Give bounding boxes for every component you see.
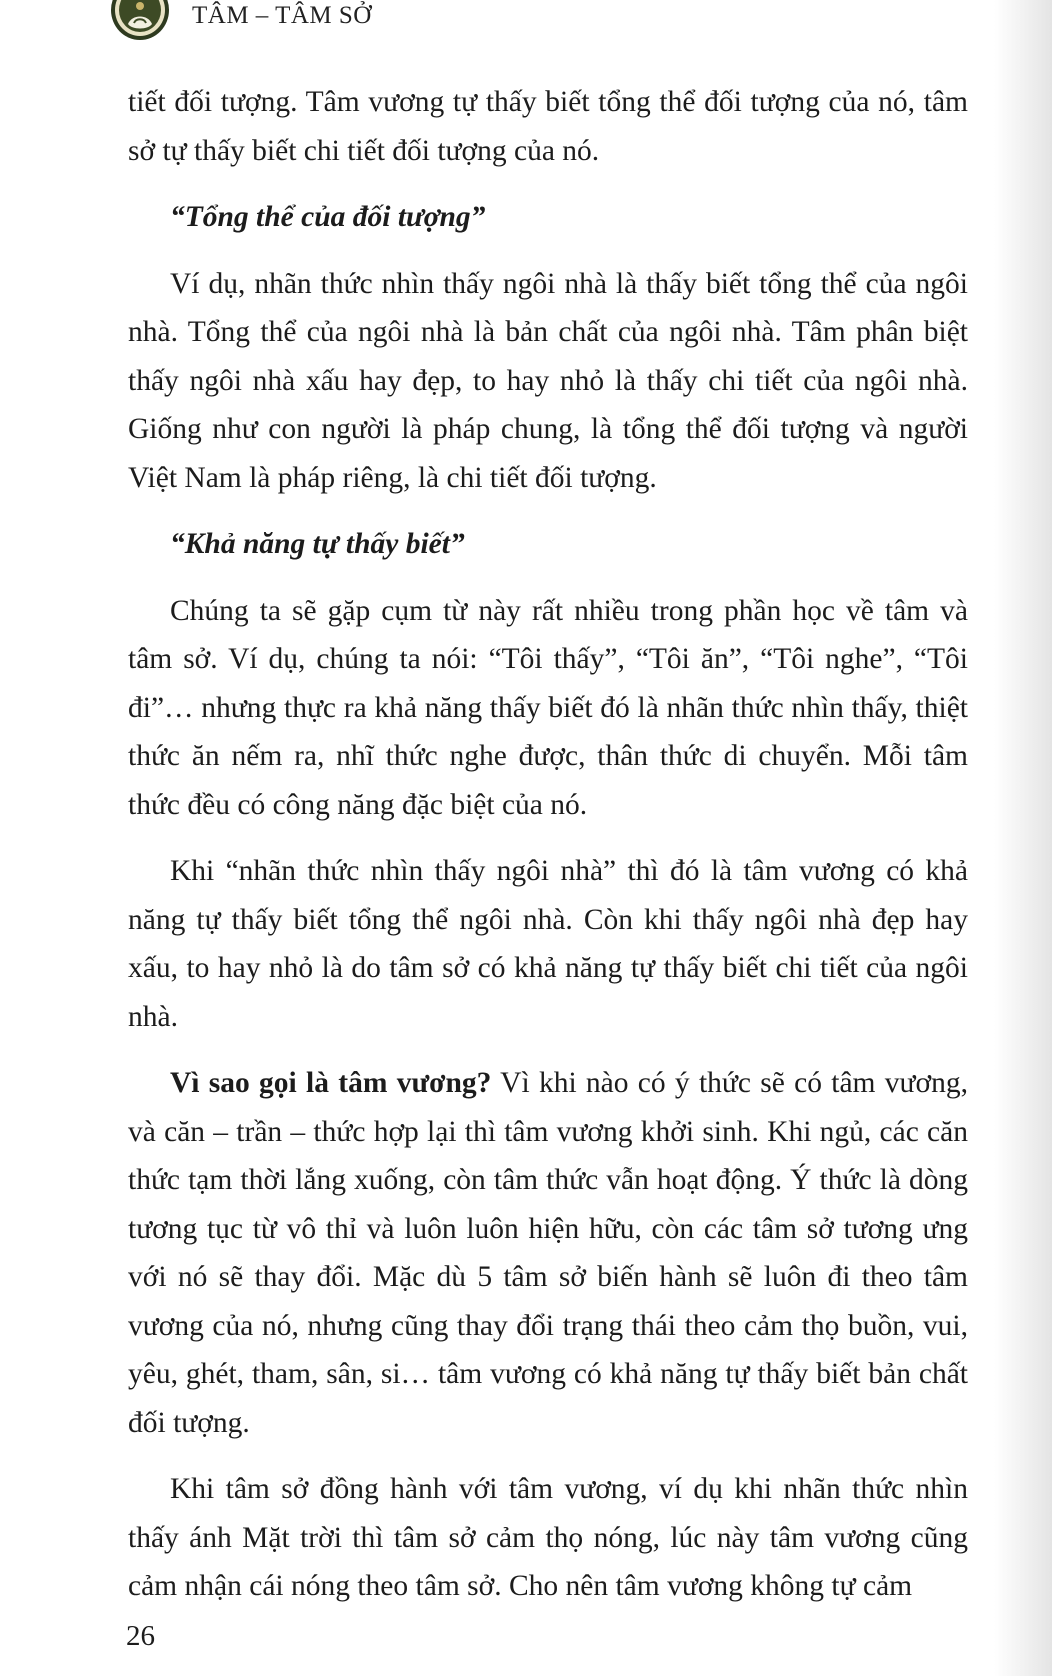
paragraph: Ví dụ, nhãn thức nhìn thấy ngôi nhà là thấy biết tổng thể của ngôi nhà. Tổng thể của ngôi nhà là bản chất của ngôi nhà. Tâm phân biệt thấy ngôi nhà xấu hay đẹp, to hay nhỏ là thấy chi tiết của ngôi nhà. Giống như con người là pháp chung, là tổng thể đối tượng và người Việt Nam là pháp riêng, là chi tiết đối tượng. <box>128 267 968 494</box>
running-head: TÂM – TÂM SỞ <box>192 2 372 29</box>
publisher-logo-icon <box>108 0 172 46</box>
paragraph-lead-question: Vì sao gọi là tâm vương? <box>170 1067 492 1099</box>
page-header <box>108 0 372 50</box>
section-heading: “Khả năng tự thấy biết” <box>170 528 465 560</box>
paragraph: Khi “nhãn thức nhìn thấy ngôi nhà” thì đó là tâm vương có khả năng tự thấy biết tổng thể ngôi nhà. Còn khi thấy ngôi nhà đẹp hay xấu, to hay nhỏ là do tâm sở có khả năng tự thấy biết chi tiết của ngôi nhà. <box>128 855 968 1033</box>
page-body <box>128 78 968 1629</box>
paragraph <box>128 1059 968 1447</box>
paragraph: Khi tâm sở đồng hành với tâm vương, ví dụ khi nhãn thức nhìn thấy ánh Mặt trời thì tâm sở cảm thọ nóng, lúc này tâm vương cũng cảm nhận cái nóng theo tâm sở. Cho nên tâm vương không tự cảm <box>128 1473 968 1602</box>
paragraph: Chúng ta sẽ gặp cụm từ này rất nhiều trong phần học về tâm và tâm sở. Ví dụ, chúng ta nói: “Tôi thấy”, “Tôi ăn”, “Tôi nghe”, “Tôi đi”… nhưng thực ra khả năng thấy biết đó là nhãn thức nhìn thấy, thiệt thức ăn nếm ra, nhĩ thức nghe được, thân thức di chuyển. Mỗi tâm thức đều có công năng đặc biệt của nó. <box>128 594 968 821</box>
section-heading: “Tổng thể của đối tượng” <box>170 201 486 233</box>
page-edge-shadow <box>994 0 1052 1676</box>
paragraph-text: Vì khi nào có ý thức sẽ có tâm vương, và căn – trần – thức hợp lại thì tâm vương khởi sinh. Khi ngủ, các căn thức tạm thời lắng xuống, còn tâm thức vẫn hoạt động. Ý thức là dòng tương tục từ vô thỉ và luôn luôn hiện hữu, còn các tâm sở tương ưng với nó sẽ thay đổi. Mặc dù 5 tâm sở biến hành sẽ luôn đi theo tâm vương của nó, nhưng cũng thay đổi trạng thái theo cảm thọ buồn, vui, yêu, ghét, tham, sân, si… tâm vương có khả năng tự thấy biết bản chất đối tượng. <box>128 1067 969 1439</box>
page-number: 26 <box>126 1620 155 1652</box>
paragraph: tiết đối tượng. Tâm vương tự thấy biết tổng thể đối tượng của nó, tâm sở tự thấy biết chi tiết đối tượng của nó. <box>128 86 968 167</box>
